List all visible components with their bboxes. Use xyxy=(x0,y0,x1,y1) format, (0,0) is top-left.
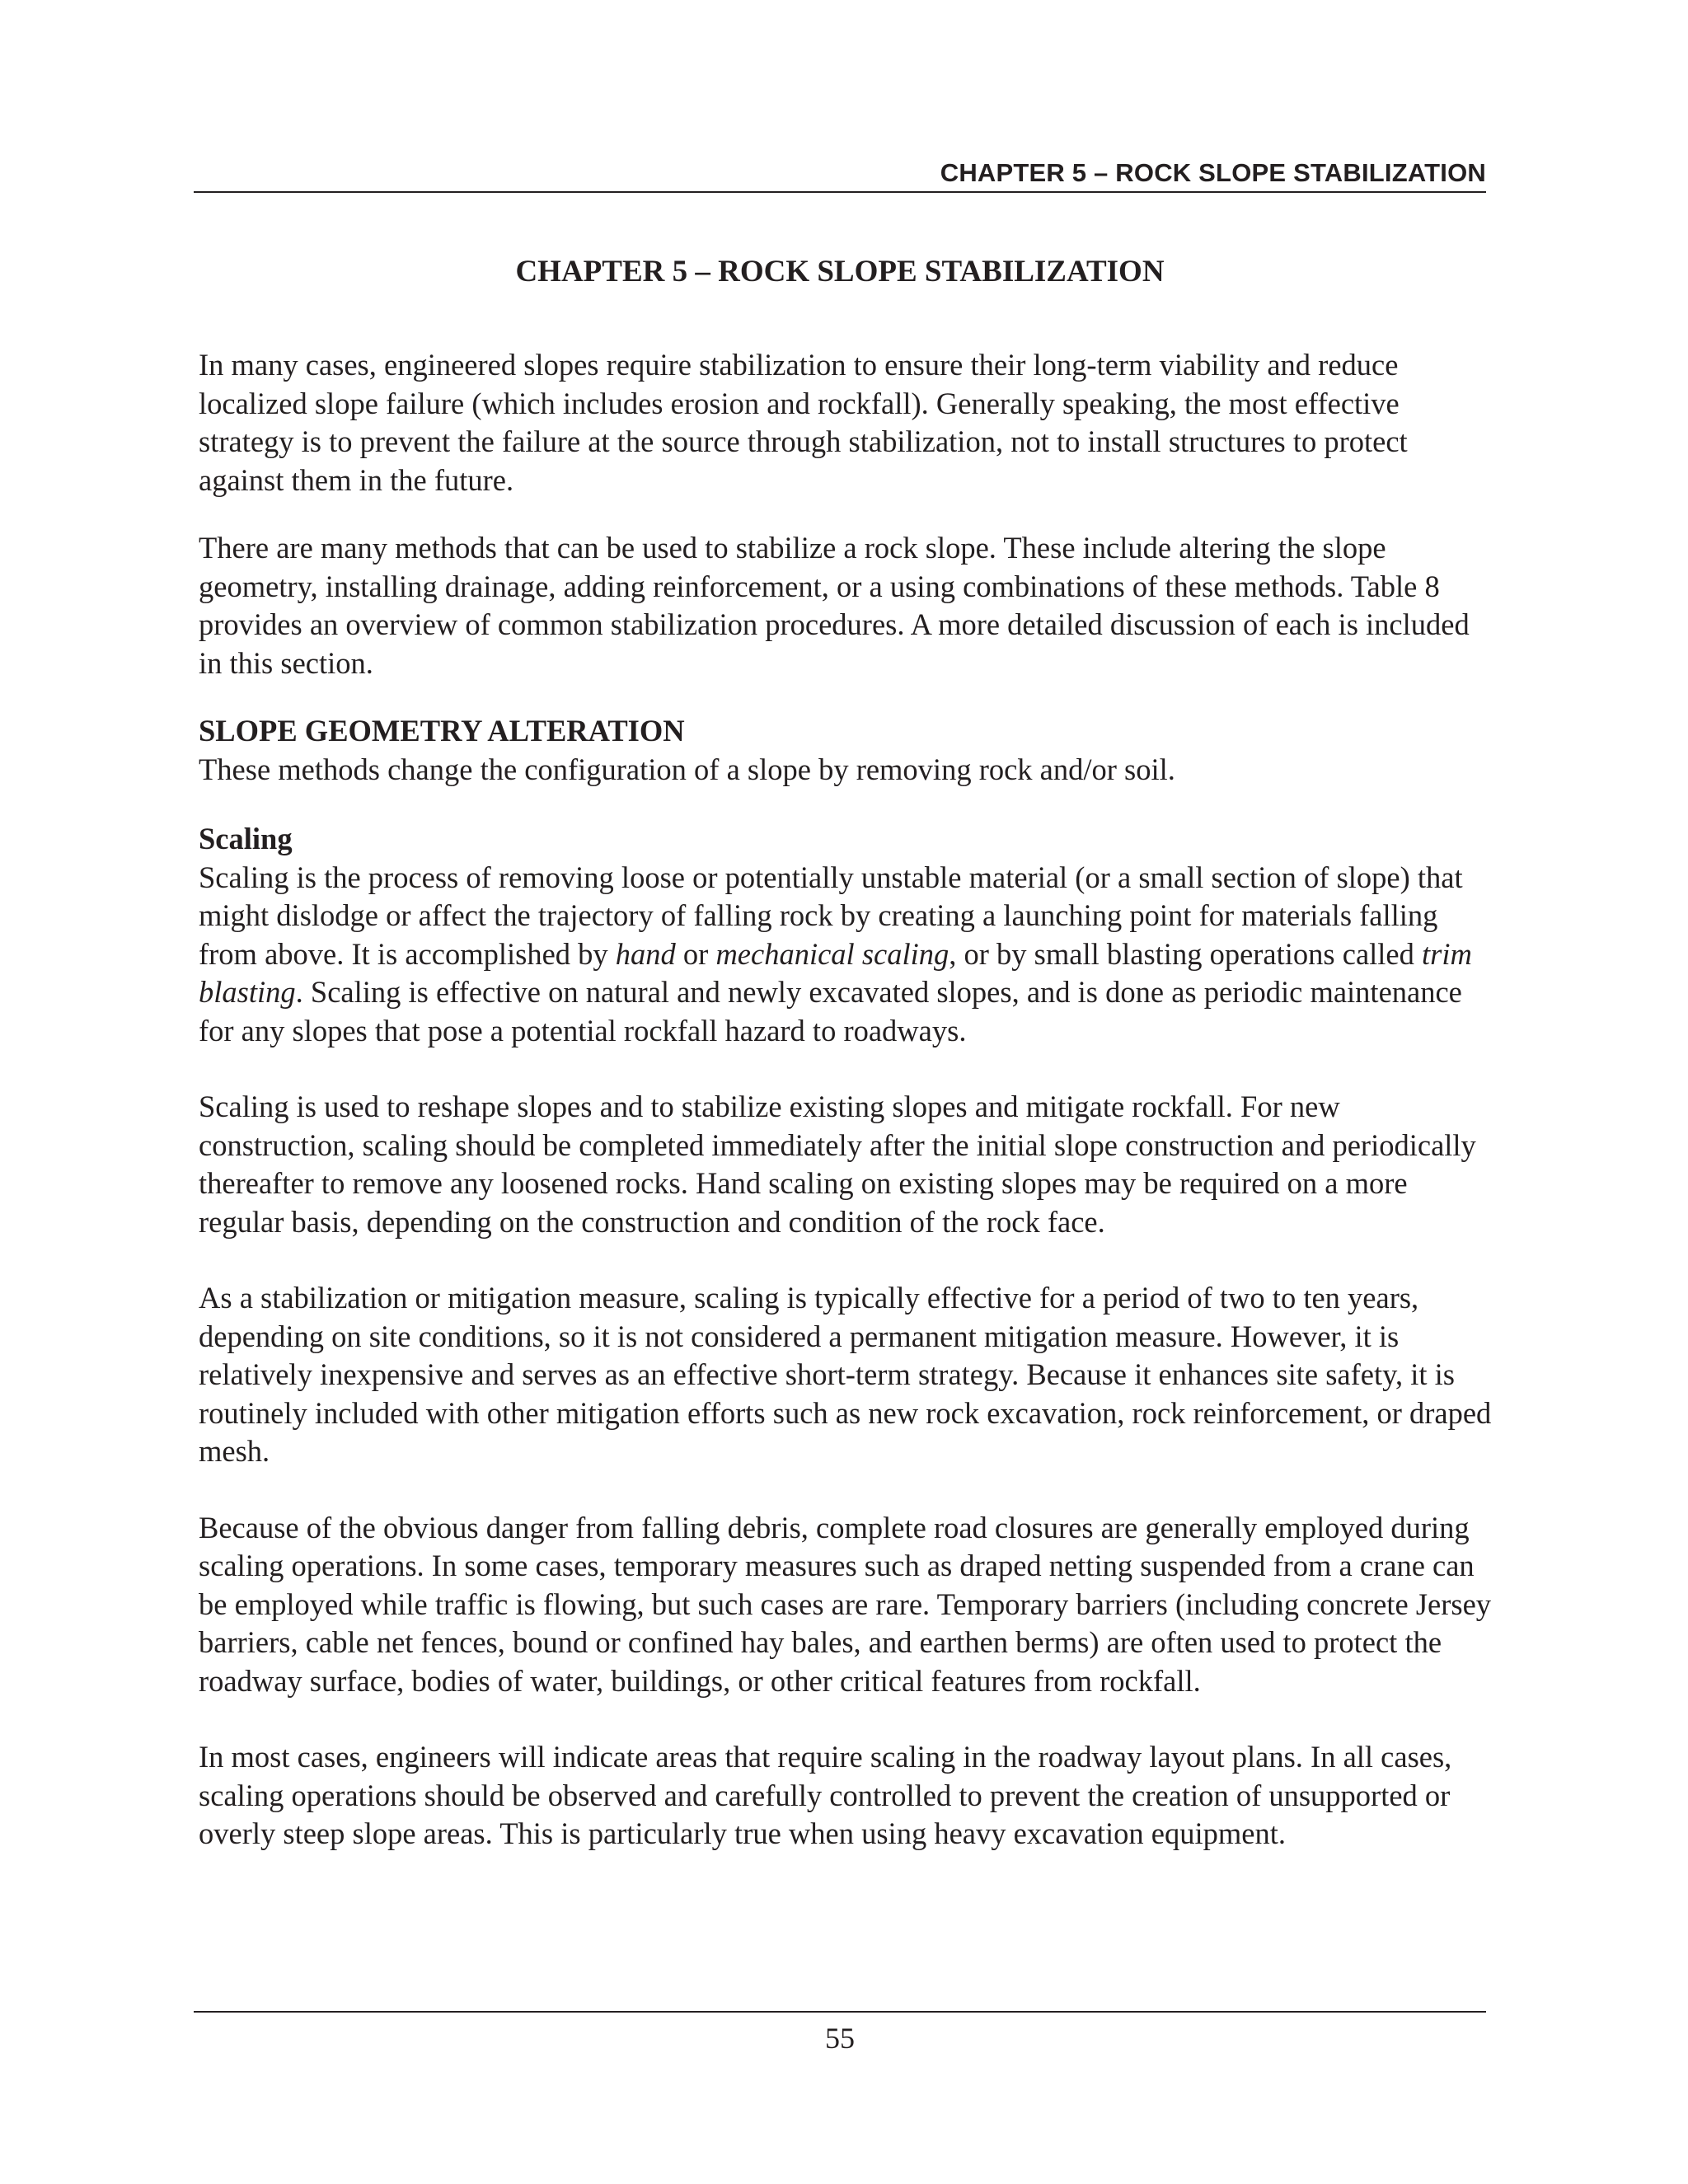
intro-paragraph-1: In many cases, engineered slopes require stabilization to ensure their long-term viability and reduce localized slope failure (which includes erosion and rockfall). Generally speaking, the most effective strategy is to prevent the failure at the source through stabilization, not to install structures to protect against them in the future. xyxy=(199,348,1408,497)
chapter-title: CHAPTER 5 – ROCK SLOPE STABILIZATION xyxy=(515,255,1165,288)
subsection-heading-scaling: Scaling xyxy=(199,822,293,855)
scaling-paragraph-3: As a stabilization or mitigation measure, scaling is typically effective for a period of two to ten years, depending on site conditions, so it is not considered a permanent mitigation measure. However, it is relatively inexpensive and serves as an effective short-term strategy. Because it enhances site safety, it is routinely included with other mitigation efforts such as new rock excavation, rock reinforcement, or draped mesh. xyxy=(199,1281,1492,1468)
page-number: 55 xyxy=(825,2022,855,2055)
intro-paragraph-2: There are many methods that can be used to stabilize a rock slope. These include altering the slope geometry, installing drainage, adding reinforcement, or a using combinations of these methods. Table 8 provides an overview of common stabilization procedures. A more detailed discussion of each is included in this section. xyxy=(199,531,1470,680)
scaling-p1-text-b: , or by small blasting operations called xyxy=(949,936,1422,971)
scaling-paragraph-1 xyxy=(199,859,1493,1051)
scaling-p1-text-a: Scaling is the process of removing loose or potentially unstable material (or a small section of slope) that might dislodge or affect the trajectory of falling rock by creating a launching point for materials falling from above. It is accomplished by xyxy=(199,860,1463,971)
section-paragraph: These methods change the configuration of a slope by removing rock and/or soil. xyxy=(199,752,1175,786)
scaling-paragraph-5: In most cases, engineers will indicate areas that require scaling in the roadway layout plans. In all cases, scaling operations should be observed and carefully controlled to prevent the creation of unsupported or overly steep slope areas. This is particularly true when using heavy excavation equipment. xyxy=(199,1740,1452,1850)
running-header: CHAPTER 5 – ROCK SLOPE STABILIZATION xyxy=(940,158,1486,187)
scaling-p1-text-or: or xyxy=(675,936,716,971)
scaling-paragraph-4: Because of the obvious danger from falling debris, complete road closures are generally employed during scaling operations. In some cases, temporary measures such as draped netting suspended from a crane can be employed while traffic is flowing, but such cases are rare. Temporary barriers (including concrete Jersey barriers, cable net fences, bound or confined hay bales, and earthen berms) are often used to protect the roadway surface, bodies of water, buildings, or other critical features from rockfall. xyxy=(199,1510,1492,1698)
header-rule xyxy=(194,191,1486,193)
scaling-paragraph-2: Scaling is used to reshape slopes and to stabilize existing slopes and mitigate rockfall. For new construction, scaling should be completed immediately after the initial slope construction and periodically thereafter to remove any loosened rocks. Hand scaling on existing slopes may be required on a more regular basis, depending on the construction and condition of the rock face. xyxy=(199,1090,1476,1239)
body-content xyxy=(199,346,1493,1883)
section-heading: SLOPE GEOMETRY ALTERATION xyxy=(199,714,685,748)
term-trim-blasting: trim blasting xyxy=(199,936,1472,1009)
scaling-p1-text-c: . Scaling is effective on natural and newly excavated slopes, and is done as periodic maintenance for any slopes that pose a potential rockfall hazard to roadways. xyxy=(199,975,1462,1047)
term-mechanical-scaling: mechanical scaling xyxy=(715,936,950,971)
term-hand: hand xyxy=(615,936,676,971)
footer-rule xyxy=(194,2011,1486,2013)
